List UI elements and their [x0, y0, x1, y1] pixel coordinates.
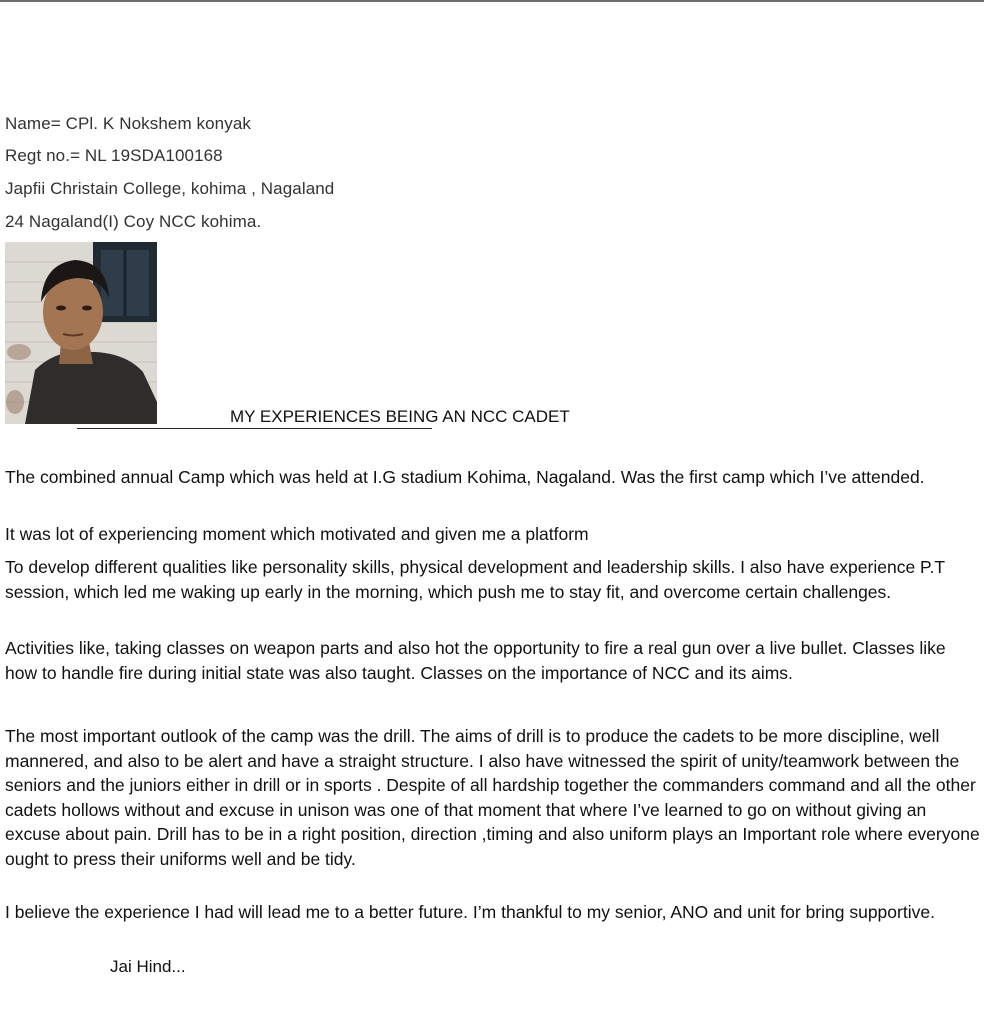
paragraph-drill: The most important outlook of the camp was the drill. The aims of drill is to produce the cadets to be more discipline, well mannered, and also to be alert and have a straight structure. I also have witnessed the spirit of unity/teamwork between the seniors and the juniors either in drill or in sports . Despite of all hardship together the commanders command and all the other cadets hollows without and excuse in unison was one of that moment that where I’ve learned to go on without giving an excuse about pain. Drill has to be in a right position, direction ,timing and also uniform plays an Important role where everyone ought to press their uniforms well and be tidy. [5, 726, 980, 869]
cadet-photo [5, 242, 157, 424]
ncc-unit: 24 Nagaland(I) Coy NCC kohima. [5, 212, 262, 231]
paragraph-camp-intro: The combined annual Camp which was held at I.G stadium Kohima, Nagaland. Was the first camp which I’ve attended. [5, 467, 925, 487]
title-underline [77, 428, 432, 429]
paragraph-activities: Activities like, taking classes on weapon parts and also hot the opportunity to fire a real gun over a live bullet. Classes like how to handle fire during initial state was also taught. Classes on the importance of NCC and its aims. [5, 638, 946, 683]
top-border [0, 0, 984, 2]
cadet-name: Name= CPl. K Nokshem konyak [5, 114, 251, 133]
paragraph-motivation: It was lot of experiencing moment which motivated and given me a platform [5, 524, 589, 544]
page-title: MY EXPERIENCES BEING AN NCC CADET [230, 407, 570, 426]
signoff: Jai Hind... [110, 957, 186, 976]
college-name: Japfii Christain College, kohima , Nagaland [5, 179, 335, 198]
paragraph-gratitude: I believe the experience I had will lead me to a better future. I’m thankful to my senior, ANO and unit for bring supportive. [5, 902, 935, 922]
regiment-number: Regt no.= NL 19SDA100168 [5, 146, 223, 165]
paragraph-qualities: To develop different qualities like personality skills, physical development and leadership skills. I also have experience P.T session, which led me waking up early in the morning, which push me to stay fit, and overcome certain challenges. [5, 557, 945, 602]
